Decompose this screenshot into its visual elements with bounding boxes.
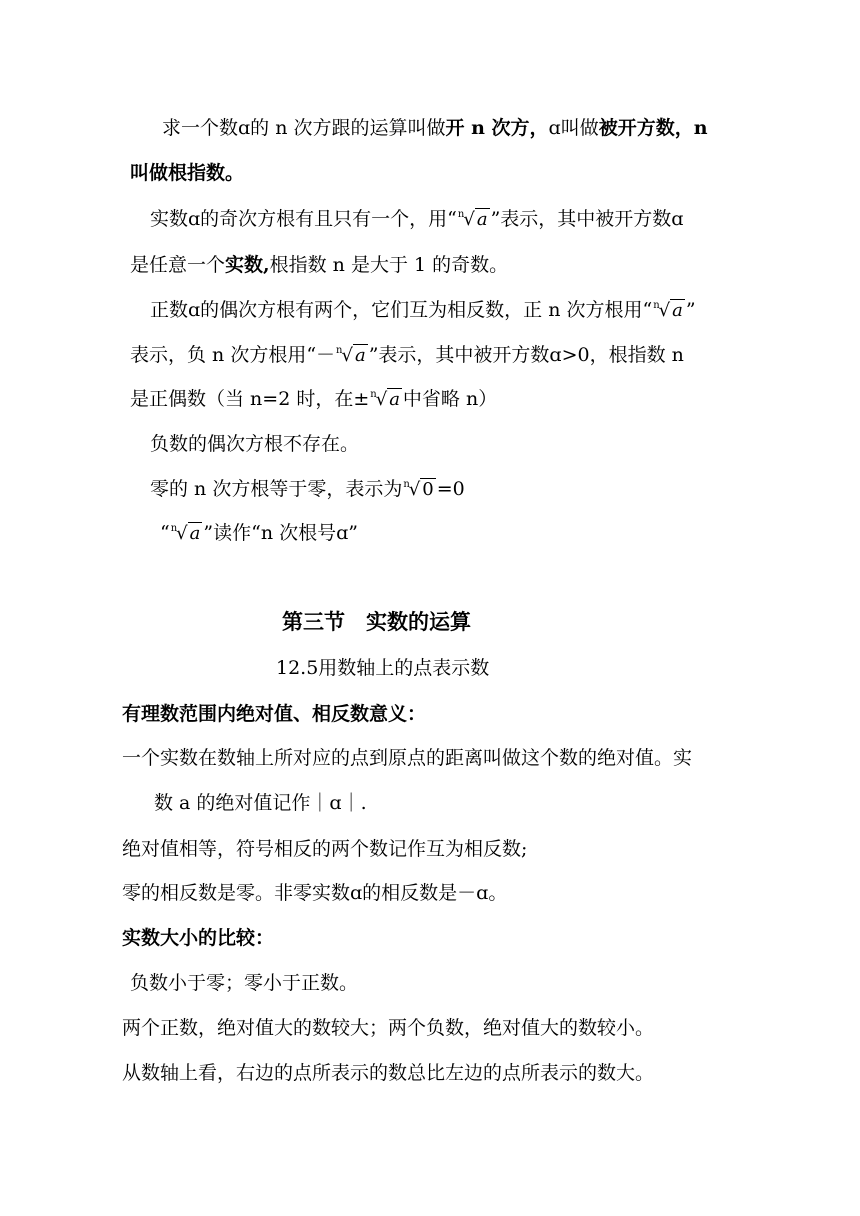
compare-line-1: 负数小于零；零小于正数。 [130,972,359,994]
root-definition-line-2: 叫做根指数。 [130,162,245,184]
even-root-line-3 [130,386,497,416]
compare-heading: 实数大小的比较： [122,927,275,949]
section-subtitle: 12.5用数轴上的点表示数 [276,657,490,679]
compare-line-3: 从数轴上看，右边的点所表示的数总比左边的点所表示的数大。 [122,1062,655,1084]
radical-index: n [370,389,377,400]
text: ɑ叫做 [548,117,599,139]
text: ”表示，其中被开方数ɑ [490,208,684,230]
text: 是任意一个 [130,254,226,276]
radical-base: a [354,345,366,366]
zero-root-line [150,476,465,506]
bold-term: 实数, [225,254,270,276]
radical-base: 0 [422,479,434,500]
odd-root-line-1 [150,206,683,236]
abs-line-2: 数 a 的绝对值记作｜ɑ｜. [154,792,367,814]
radical-index: n [653,300,660,311]
nth-root-a-symbol: $^n$√ a [370,389,400,410]
text: 表示，负 n 次方根用“－ [130,344,336,366]
text: 根指数 n 是大于 1 的奇数。 [269,254,509,276]
text: 求一个数ɑ的 n 次方跟的运算叫做 [162,117,446,139]
root-definition-line-1 [162,115,708,141]
nth-root-zero-symbol: $^n$√ 0 [403,479,434,500]
nth-root-a-symbol: $^n$√ a [457,209,488,230]
text: =0 [436,478,465,500]
bold-term: 开 n 次方， [445,117,549,139]
radical-index: n [336,345,343,356]
radical-index: n [170,523,178,534]
radical-reading-line [160,520,358,550]
radical-base: a [672,300,683,321]
opposite-line-1: 绝对值相等，符号相反的两个数记作互为相反数; [122,838,528,860]
text: “ [160,522,170,544]
text: 是正偶数（当 n=2 时，在± [130,388,370,410]
radical-index: n [403,479,410,490]
radical-base: a [476,209,488,230]
bold-term: 被开方数，n [598,117,708,139]
radical-index: n [457,209,465,220]
compare-line-2: 两个正数，绝对值大的数较大；两个负数，绝对值大的数较小。 [122,1017,655,1039]
nth-root-a-symbol: $^n$√ a [170,523,201,544]
even-root-line-2 [130,342,684,372]
radical-base: a [389,389,400,410]
text: 实数ɑ的奇次方根有且只有一个，用“ [150,208,457,230]
abs-heading: 有理数范围内绝对值、相反数意义： [122,703,427,725]
abs-line-1: 一个实数在数轴上所对应的点到原点的距离叫做这个数的绝对值。实 [122,747,693,769]
text: 零的 n 次方根等于零，表示为 [150,478,403,500]
nth-root-a-symbol: $^n$√ a [336,345,366,366]
text: ”表示，其中被开方数ɑ>0，根指数 n [368,344,684,366]
radical-base: a [189,523,201,544]
text: ” [685,299,696,321]
even-root-line-1 [150,297,696,327]
text: ”读作“n 次根号ɑ” [203,522,358,544]
section-title: 第三节 实数的运算 [282,609,471,634]
text: 正数ɑ的偶次方根有两个，它们互为相反数，正 n 次方根用“ [150,299,653,321]
negative-even-root-line: 负数的偶次方根不存在。 [150,433,360,455]
odd-root-line-2 [130,252,508,278]
opposite-line-2: 零的相反数是零。非零实数ɑ的相反数是－ɑ。 [122,882,508,904]
nth-root-a-symbol: $^n$√ a [653,300,683,321]
text: 中省略 n） [402,388,498,410]
